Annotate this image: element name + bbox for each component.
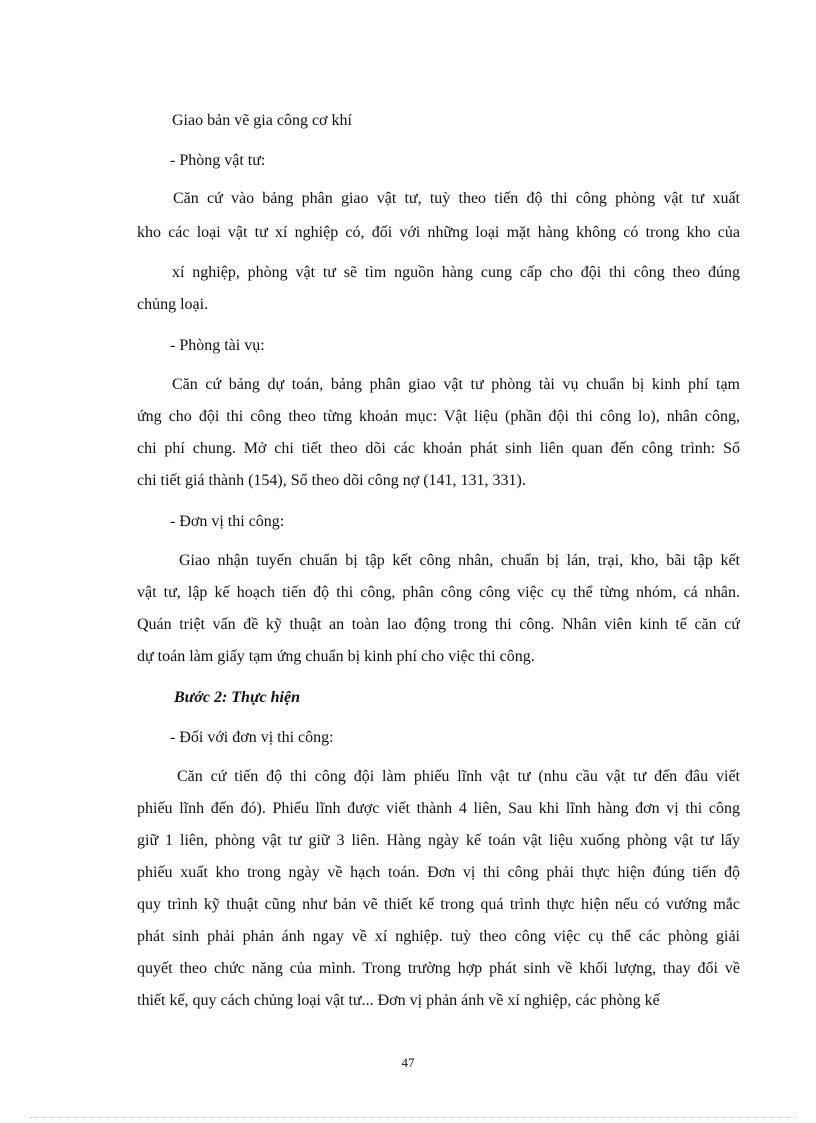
- section-label: - Phòng tài vụ:: [170, 337, 265, 354]
- text-line: chủng loại.: [137, 296, 209, 313]
- text-line: Quán triệt vấn đề kỹ thuật an toàn lao động trong thi công. Nhân viên kinh tế căn cứ: [137, 616, 740, 633]
- text-line: chi tiết giá thành (154), Sổ theo dõi công nợ (141, 131, 331).: [137, 472, 526, 489]
- text-line: thiết kế, quy cách chủng loại vật tư... Đơn vị phản ánh về xí nghiệp, các phòng kế: [137, 992, 660, 1009]
- text-line: quy trình kỹ thuật cũng như bản vẽ thiết kế trong quá trình thực hiện nếu có vướng mắc: [137, 896, 740, 913]
- text-line: Giao bản vẽ gia công cơ khí: [172, 112, 352, 129]
- text-line: dự toán làm giấy tạm ứng chuẩn bị kinh phí cho việc thi công.: [137, 648, 535, 665]
- text-line: Căn cứ tiến độ thi công đội làm phiếu lĩnh vật tư (nhu cầu vật tư đến đâu viết: [177, 768, 740, 785]
- text-line: Giao nhận tuyến chuẩn bị tập kết công nhân, chuẩn bị lán, trại, kho, bãi tập kết: [179, 552, 740, 569]
- text-line: giữ 1 liên, phòng vật tư giữ 3 liên. Hàng ngày kế toán vật liệu xuống phòng vật tư lấy: [137, 832, 740, 849]
- text-line: ứng cho đội thi công theo từng khoản mục: Vật liệu (phần đội thi công lo), nhân công,: [137, 408, 740, 425]
- section-label: - Phòng vật tư:: [170, 152, 266, 169]
- text-line: phiếu xuất kho trong ngày về hạch toán. Đơn vị thi công phải thực hiện đúng tiến độ: [137, 864, 740, 881]
- page-bottom-border: [30, 1117, 796, 1118]
- text-line: xí nghiệp, phòng vật tư sẽ tìm nguồn hàng cung cấp cho đội thi công theo đúng: [172, 264, 740, 281]
- text-line: vật tư, lập kế hoạch tiến độ thi công, phân công công việc cụ thể từng nhóm, cá nhân.: [137, 584, 740, 601]
- step-heading: Bước 2: Thực hiện: [174, 689, 300, 706]
- text-line: chi phí chung. Mở chi tiết theo dõi các khoản phát sinh liên quan đến công trình: Sổ: [137, 440, 740, 457]
- text-line: phiếu lĩnh đến đó). Phiếu lĩnh được viết thành 4 liên, Sau khi lĩnh hàng đơn vị thi công: [137, 800, 740, 817]
- text-line: kho các loại vật tư xí nghiệp có, đối với những loại mặt hàng không có trong kho của: [137, 224, 740, 241]
- text-line: Căn cứ bảng dự toán, bảng phân giao vật tư phòng tài vụ chuẩn bị kinh phí tạm: [172, 376, 740, 393]
- section-label: - Đối với đơn vị thi công:: [170, 729, 334, 746]
- text-line: quyết theo chức năng của mình. Trong trường hợp phát sinh về khối lượng, thay đổi về: [137, 960, 740, 977]
- section-label: - Đơn vị thi công:: [170, 513, 285, 530]
- text-line: phát sinh phải phản ánh ngay về xí nghiệp. tuỳ theo công việc cụ thể các phòng giải: [137, 928, 740, 945]
- page-number: 47: [401, 1055, 415, 1070]
- text-line: Căn cứ vào bảng phân giao vật tư, tuỳ theo tiến độ thi công phòng vật tư xuất: [173, 190, 740, 207]
